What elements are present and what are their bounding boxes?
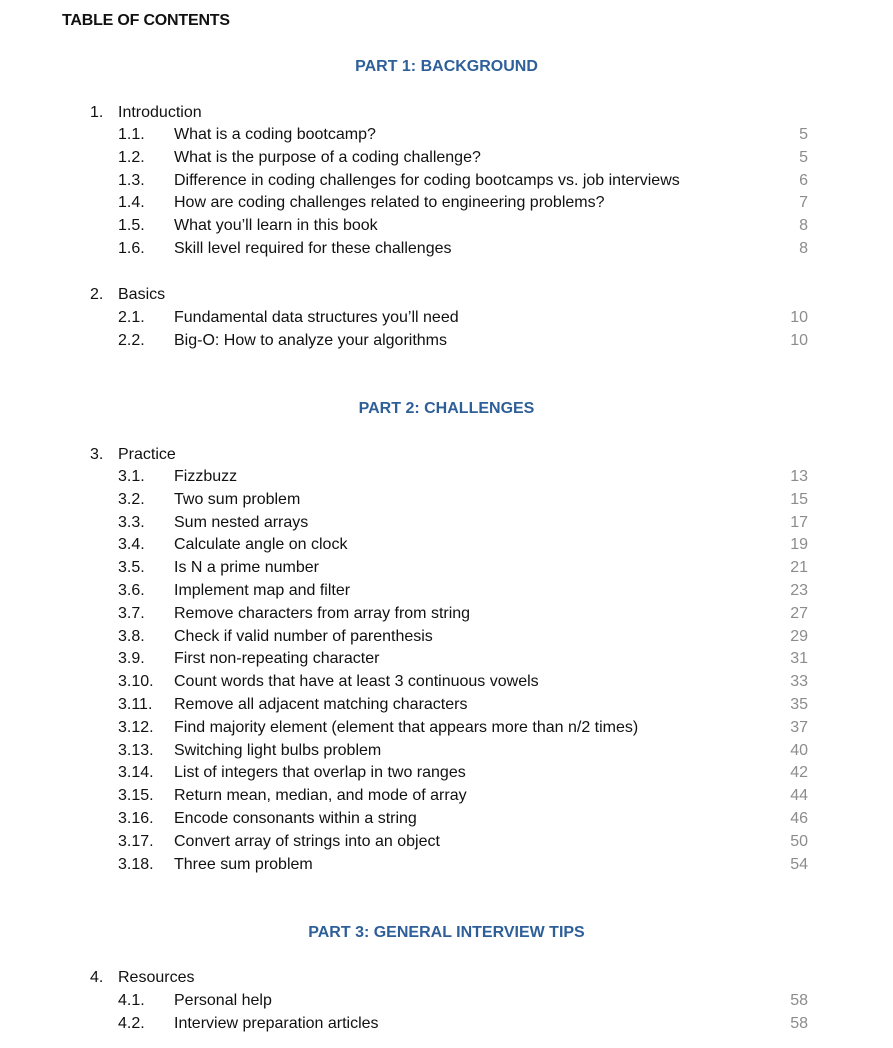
page-number: 7 <box>799 194 808 212</box>
toc-entry[interactable] <box>0 580 893 603</box>
chapter-heading <box>90 102 202 124</box>
toc-entry[interactable] <box>0 147 893 170</box>
toc-entry[interactable] <box>0 489 893 512</box>
section-title: Check if valid number of parenthesis <box>174 627 433 645</box>
toc-entry[interactable] <box>0 215 893 238</box>
page-number: 27 <box>790 604 808 622</box>
section-number: 2.2. <box>118 331 145 349</box>
section-list <box>0 990 893 1036</box>
section-title: What is a coding bootcamp? <box>174 126 376 143</box>
section-number: 2.1. <box>118 309 145 326</box>
section-list <box>0 307 893 353</box>
page-number: 10 <box>790 331 808 349</box>
page-number: 54 <box>790 855 808 873</box>
section-title: Switching light bulbs problem <box>174 741 382 759</box>
toc-entry[interactable] <box>0 626 893 649</box>
page-number: 13 <box>790 468 808 485</box>
section-title: Fizzbuzz <box>174 468 238 485</box>
page-number: 21 <box>790 559 808 577</box>
chapter-number: 2. <box>90 286 104 303</box>
section-number: 3.7. <box>118 604 145 622</box>
section-number: 1.5. <box>118 217 145 235</box>
page-number: 23 <box>790 581 808 599</box>
toc-entry[interactable] <box>0 785 893 808</box>
section-number: 1.3. <box>118 171 145 189</box>
section-number: 3.3. <box>118 513 145 531</box>
section-number: 3.16. <box>118 809 154 827</box>
part-heading: PART 3: GENERAL INTERVIEW TIPS <box>308 924 585 941</box>
section-title: Interview preparation articles <box>174 1014 379 1032</box>
page-number: 10 <box>790 309 808 326</box>
toc-entry[interactable] <box>0 717 893 740</box>
chapter-title: Basics <box>118 286 166 303</box>
section-title: Implement map and filter <box>174 581 351 599</box>
section-number: 3.4. <box>118 536 145 554</box>
section-number: 3.8. <box>118 627 145 645</box>
section-number: 3.5. <box>118 559 145 577</box>
section-number: 3.11. <box>118 695 153 713</box>
toc-entry[interactable] <box>0 990 893 1013</box>
page-number: 8 <box>799 239 808 257</box>
section-title: Difference in coding challenges for coding bootcamps vs. job interviews <box>174 171 680 189</box>
chapter-heading <box>90 284 165 306</box>
page-number: 29 <box>790 627 808 645</box>
toc-entry[interactable] <box>0 694 893 717</box>
page-number: 58 <box>790 992 808 1009</box>
toc-entry[interactable] <box>0 466 893 489</box>
toc-entry[interactable] <box>0 512 893 535</box>
toc-entry[interactable] <box>0 1013 893 1036</box>
section-title: Remove characters from array from string <box>174 604 471 622</box>
toc-entry[interactable] <box>0 170 893 193</box>
section-title: Fundamental data structures you’ll need <box>174 309 459 326</box>
section-title: Count words that have at least 3 continuous vowels <box>174 673 539 691</box>
page-number: 5 <box>799 126 808 143</box>
page-number: 6 <box>799 171 808 189</box>
toc-entry[interactable] <box>0 740 893 763</box>
chapter-heading <box>90 444 176 466</box>
section-number: 1.2. <box>118 148 145 166</box>
section-number: 4.2. <box>118 1014 145 1032</box>
page-number: 31 <box>790 650 808 668</box>
section-title: List of integers that overlap in two ranges <box>174 764 466 782</box>
page-number: 58 <box>790 1014 808 1032</box>
section-title: What is the purpose of a coding challenge? <box>174 148 481 166</box>
section-title: First non-repeating character <box>174 650 380 668</box>
section-number: 3.10. <box>118 673 154 691</box>
section-list <box>0 124 893 261</box>
section-title: Sum nested arrays <box>174 513 309 531</box>
page-number: 44 <box>790 787 808 805</box>
section-number: 3.13. <box>118 741 154 759</box>
section-number: 3.2. <box>118 490 145 508</box>
chapter-number: 3. <box>90 446 104 463</box>
toc-entry[interactable] <box>0 557 893 580</box>
section-title: Personal help <box>174 992 272 1009</box>
section-title: Skill level required for these challenges <box>174 239 452 257</box>
toc-entry[interactable] <box>0 307 893 330</box>
page-number: 17 <box>790 513 808 531</box>
section-number: 3.15. <box>118 787 154 805</box>
toc-entry[interactable] <box>0 192 893 215</box>
toc-entry[interactable] <box>0 671 893 694</box>
section-number: 1.6. <box>118 239 145 257</box>
section-number: 3.1. <box>118 468 145 485</box>
chapter-title: Practice <box>118 446 176 463</box>
page-number: 5 <box>799 148 808 166</box>
page-number: 46 <box>790 809 808 827</box>
section-number: 3.6. <box>118 581 145 599</box>
part-heading: PART 2: CHALLENGES <box>358 400 535 417</box>
toc-entry[interactable] <box>0 124 893 147</box>
page-number: 50 <box>790 832 808 850</box>
page-number: 42 <box>790 764 808 782</box>
section-number: 3.18. <box>118 855 154 873</box>
page-number: 19 <box>790 536 808 554</box>
section-number: 3.14. <box>118 764 154 782</box>
toc-entry[interactable] <box>0 603 893 626</box>
toc-entry[interactable] <box>0 534 893 557</box>
section-title: Three sum problem <box>174 855 313 873</box>
section-number: 1.1. <box>118 126 145 143</box>
chapter-number: 4. <box>90 969 104 986</box>
chapter-title: Introduction <box>118 104 202 121</box>
section-title: Big-O: How to analyze your algorithms <box>174 331 447 349</box>
section-title: Find majority element (element that appears more than n/2 times) <box>174 718 639 736</box>
page-number: 8 <box>799 217 808 235</box>
page-number: 15 <box>790 490 808 508</box>
toc-entry[interactable] <box>0 330 893 353</box>
toc-entry[interactable] <box>0 648 893 671</box>
part-heading: PART 1: BACKGROUND <box>355 58 538 75</box>
section-number: 1.4. <box>118 194 145 212</box>
page-number: 37 <box>790 718 808 736</box>
chapter-number: 1. <box>90 104 104 121</box>
toc-entry[interactable] <box>0 854 893 877</box>
section-title: Two sum problem <box>174 490 301 508</box>
section-title: Convert array of strings into an object <box>174 832 440 850</box>
page-number: 35 <box>790 695 808 713</box>
page-title: TABLE OF CONTENTS <box>62 12 230 29</box>
section-number: 3.17. <box>118 832 154 850</box>
section-title: Encode consonants within a string <box>174 809 417 827</box>
toc-entry[interactable] <box>0 831 893 854</box>
toc-entry[interactable] <box>0 808 893 831</box>
page-number: 40 <box>790 741 808 759</box>
toc-entry[interactable] <box>0 238 893 261</box>
section-number: 3.9. <box>118 650 145 668</box>
section-title: Calculate angle on clock <box>174 536 348 554</box>
chapter-title: Resources <box>118 969 195 986</box>
section-title: Return mean, median, and mode of array <box>174 787 467 805</box>
toc-entry[interactable] <box>0 762 893 785</box>
page-number: 33 <box>790 673 808 691</box>
section-number: 3.12. <box>118 718 154 736</box>
section-title: What you’ll learn in this book <box>174 217 378 235</box>
section-title: Is N a prime number <box>174 559 319 577</box>
section-list <box>0 466 893 876</box>
section-title: Remove all adjacent matching characters <box>174 695 468 713</box>
section-number: 4.1. <box>118 992 145 1009</box>
chapter-heading <box>90 967 194 989</box>
section-title: How are coding challenges related to engineering problems? <box>174 194 605 212</box>
